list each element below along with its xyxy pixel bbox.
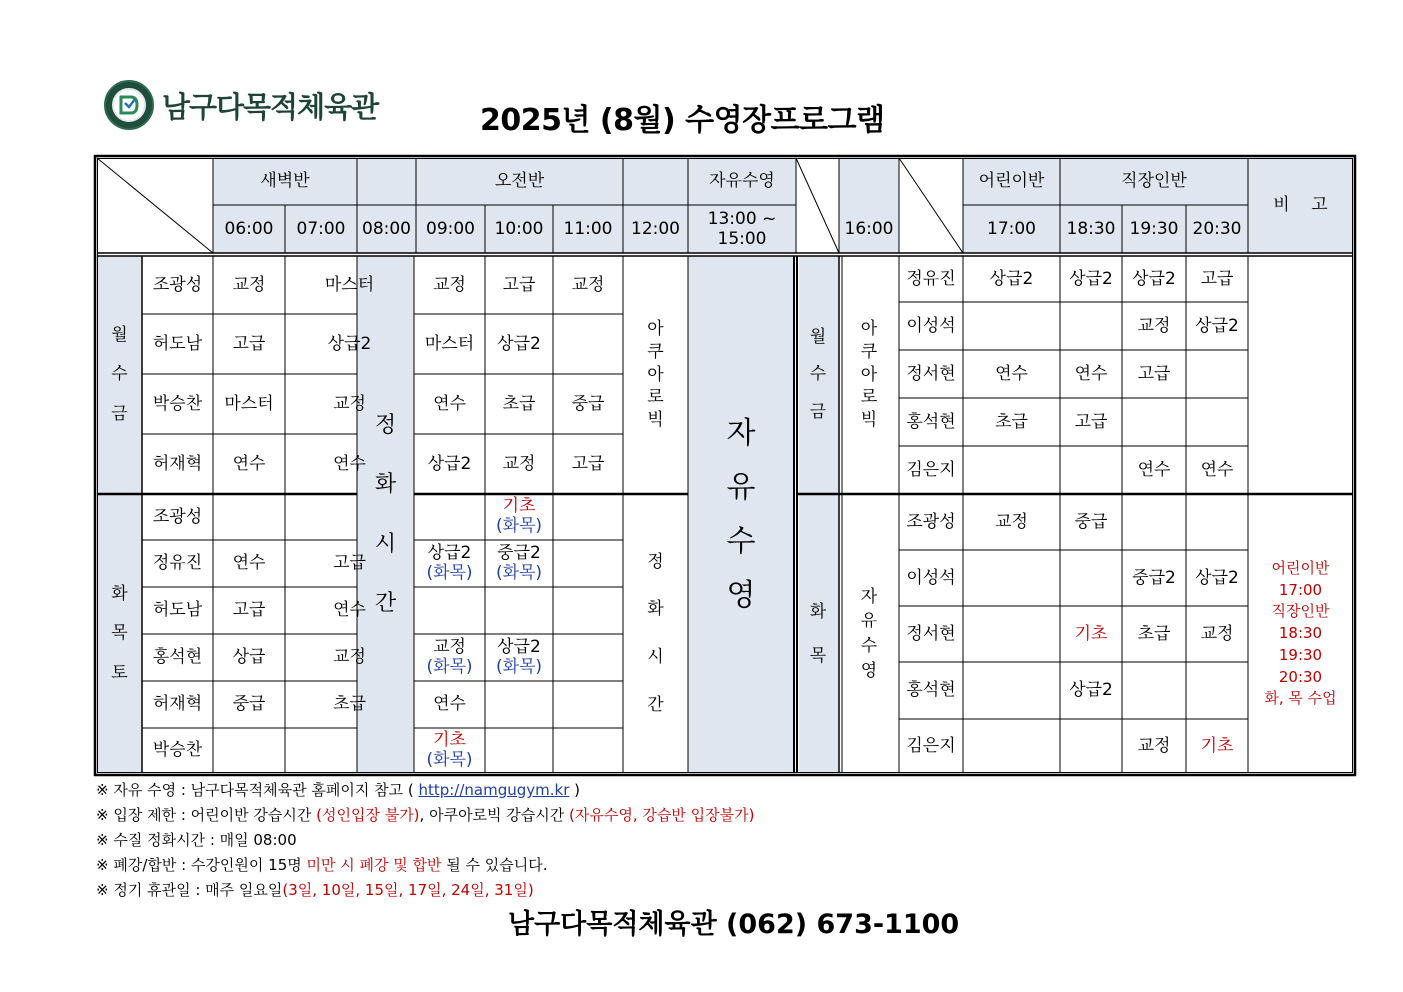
class-level: 고급 [502,274,536,295]
time-1600: 16:00 [844,218,894,239]
note-purify: ※ 수질 정화시간 : 매일 08:00 [96,831,297,849]
instructor-name: 이성석 [906,315,956,336]
vertical-char: 영 [860,660,878,681]
class-level: 교정 [333,393,366,414]
class-level: 교정 [1137,735,1171,756]
class-level [1060,446,1122,494]
class-level [963,719,1060,773]
instructor-name: 허재혁 [152,694,203,715]
vertical-char: 아 [860,318,878,339]
class-level: 연수 [1137,459,1171,480]
class-level: 기초 (화목) [426,729,473,770]
vertical-char: 정 [374,412,397,438]
class-level: 초급 [1137,623,1171,644]
vertical-char: 아 [647,364,664,385]
class-level: 고급 [1137,363,1171,384]
class-level: 상급 [232,647,266,668]
class-level: 연수 [1200,459,1234,480]
class-level [1060,550,1122,606]
instructor-name: 허재혁 [152,453,203,474]
time-1000: 10:00 [494,218,544,239]
class-level [1186,662,1248,719]
class-level: 고급 [232,600,266,621]
class-level: 마스터 [424,333,475,354]
time-1200: 12:00 [631,218,680,239]
vertical-char: 간 [647,694,664,715]
instructor-name: 김은지 [906,459,956,480]
note-closed: ※ 정기 휴관일 : 매주 일요일(3일, 10일, 15일, 17일, 24일, 31일) [96,881,534,899]
class-level: 상급2 [989,268,1034,289]
label-purify-noon [623,495,688,773]
vertical-char: 유 [860,611,878,632]
vertical-char: 수 [860,636,878,656]
instructor-name: 허도남 [152,600,203,621]
instructor-name: 김은지 [906,735,956,756]
label-mwf-left [97,256,142,494]
vertical-char: 금 [809,401,827,422]
vertical-char: 자 [860,586,878,607]
time-1700: 17:00 [987,218,1036,239]
header-remark: 비 고 [1273,195,1328,216]
vertical-char: 목 [111,623,128,644]
class-level [1186,350,1248,398]
label-free-swim [688,256,794,773]
class-level: 상급2 (화목) [495,636,543,677]
class-level: 연수 [433,694,466,715]
vertical-char: 자 [726,415,756,451]
class-level: 교정 (화목) [426,636,473,677]
class-level: 중급2 [1132,567,1176,588]
class-level [485,728,553,773]
class-level: 연수 [1074,363,1108,384]
class-level: 초급 [333,694,366,715]
time-1100: 11:00 [563,218,613,239]
class-level: 교정 [1137,315,1171,336]
class-level [553,540,623,587]
vertical-char: 쿠 [647,341,664,362]
class-level [285,728,414,773]
notes [96,778,754,903]
note-cancel: ※ 폐강/합반 : 수강인원이 15명 미만 시 폐강 및 합반 될 수 있습니다. [96,856,548,874]
class-level: 연수 [333,600,366,621]
time-1930: 19:30 [1129,218,1179,239]
time-0800: 08:00 [362,218,411,239]
class-level [963,662,1060,719]
instructor-name: 조광성 [906,511,956,532]
class-level: 상급2 [1132,268,1176,289]
class-level [963,302,1060,350]
vertical-char: 아 [647,318,664,339]
class-level: 교정 [1200,623,1234,644]
time-1830: 18:30 [1066,218,1116,239]
vertical-char: 수 [809,364,827,385]
class-level: 마스터 [224,393,274,414]
class-level [963,550,1060,606]
class-level [553,314,623,374]
note-free-swim: ※ 자유 수영 : 남구다목적체육관 홈페이지 참고 ( http://namgugym.kr ) [96,781,581,799]
instructor-name: 조광성 [152,274,203,295]
remark-tt: 어린이반 17:00 직장인반 18:30 19:30 20:30 화, 목 수업 [1264,558,1337,708]
class-level: 고급 [571,453,605,474]
class-level: 교정 [232,274,266,295]
vertical-char: 수 [111,364,128,385]
label-mwf-right [797,256,839,494]
class-level: 기초 [1200,735,1234,756]
instructor-name: 박승찬 [152,393,203,414]
header-dawn: 새벽반 [260,171,310,192]
header-free-swim: 자유수영 [709,171,775,192]
instructor-name: 정서현 [906,623,956,644]
class-level [485,587,553,634]
class-level [553,587,623,634]
class-level: 연수 [995,363,1028,384]
time-free: 13:00 ~ 15:00 [707,208,777,249]
vertical-char: 빅 [860,410,878,431]
time-0600: 06:00 [224,218,274,239]
class-level: 기초 [1074,623,1108,644]
class-level [1122,494,1186,550]
instructor-name: 정유진 [906,268,956,289]
vertical-char: 시 [374,531,397,557]
class-level [414,587,485,634]
class-level [553,681,623,728]
class-level: 연수 [232,453,266,474]
header-kids: 어린이반 [978,171,1045,192]
page-title: 2025년 (8월) 수영장프로그램 [480,103,885,138]
class-level: 상급2 [1195,315,1239,336]
class-level: 교정 [571,274,605,295]
vertical-char: 화 [111,584,128,605]
vertical-char: 목 [809,646,827,666]
class-level [1122,662,1186,719]
vertical-char: 간 [374,590,397,616]
class-level: 상급2 [327,333,372,354]
vertical-char: 금 [111,403,128,424]
vertical-char: 화 [809,601,827,622]
homepage-link[interactable]: http://namgugym.kr [418,781,570,799]
class-level: 상급2 [1069,268,1113,289]
vertical-char: 영 [726,577,756,613]
class-level: 연수 [333,453,366,474]
note-entry-limit: ※ 입장 제한 : 어린이반 강습시간 (성인입장 불가), 아쿠아로빅 강습시간 (자유수영, 강습반 입장불가) [96,806,755,824]
label-aqua-right [839,256,899,494]
class-level: 연수 [433,393,466,414]
class-level: 상급2 [497,333,541,354]
class-level [213,494,285,540]
class-level: 고급 [1200,268,1234,289]
instructor-name: 홍석현 [152,647,203,668]
class-level: 상급2 (화목) [426,542,473,583]
vertical-char: 토 [111,662,128,683]
class-level [553,634,623,681]
instructor-name: 허도남 [152,333,203,354]
class-level [1060,302,1122,350]
header-morning: 오전반 [494,171,545,192]
class-level [1060,719,1122,773]
label-free-right [839,495,899,773]
class-level: 중급 [1074,511,1108,532]
instructor-name: 정서현 [906,363,956,384]
class-level [1186,494,1248,550]
class-level: 중급2 (화목) [495,542,543,583]
class-level: 교정 [433,274,466,295]
class-level: 교정 [995,511,1028,532]
class-level [553,728,623,773]
class-level: 상급2 [1069,680,1113,701]
class-level [213,728,285,773]
footer-contact: 남구다목적체육관 (062) 673-1100 [508,909,960,940]
class-level: 고급 [232,333,266,354]
class-level: 중급 [571,393,605,414]
vertical-char: 아 [860,364,878,385]
instructor-name: 조광성 [152,506,203,527]
class-level [414,494,485,540]
header-workers: 직장인반 [1121,171,1187,192]
instructor-name: 이성석 [906,567,956,588]
class-level: 기초 (화목) [495,496,543,536]
vertical-char: 로 [860,387,878,408]
vertical-char: 쿠 [860,341,878,362]
time-0700: 07:00 [296,218,346,239]
instructor-name: 정유진 [152,553,203,574]
label-tt-right [797,495,839,773]
time-0900: 09:00 [426,218,475,239]
instructor-name: 박승찬 [152,740,203,761]
time-2030: 20:30 [1192,218,1242,239]
label-tt-left [97,495,142,773]
class-level [1186,398,1248,446]
class-level: 상급2 [1195,567,1239,588]
vertical-char: 화 [647,599,664,620]
vertical-char: 유 [726,469,756,505]
class-level: 연수 [232,553,266,574]
class-level [285,494,414,540]
vertical-char: 로 [647,387,664,408]
class-level [963,446,1060,494]
class-level: 고급 [333,553,366,574]
class-level: 교정 [502,453,536,474]
vertical-char: 수 [726,523,756,559]
instructor-name: 홍석현 [906,680,956,701]
org-name: 남구다목적체육관 [162,89,379,124]
instructor-name: 홍석현 [906,411,956,432]
class-level: 마스터 [324,274,375,295]
class-level [485,681,553,728]
class-level [553,494,623,540]
class-level: 초급 [502,393,536,414]
vertical-char: 정 [647,551,664,572]
vertical-char: 화 [374,472,397,498]
class-level: 상급2 [427,453,472,474]
class-level: 초급 [995,411,1028,432]
class-level: 고급 [1074,411,1108,432]
vertical-char: 빅 [647,410,664,431]
class-level [963,606,1060,662]
class-level: 중급 [232,694,266,715]
vertical-char: 월 [111,325,128,346]
class-level [1122,398,1186,446]
class-level: 교정 [333,647,366,668]
vertical-char: 시 [647,647,664,667]
vertical-char: 월 [809,326,827,347]
label-aqua [623,256,688,494]
